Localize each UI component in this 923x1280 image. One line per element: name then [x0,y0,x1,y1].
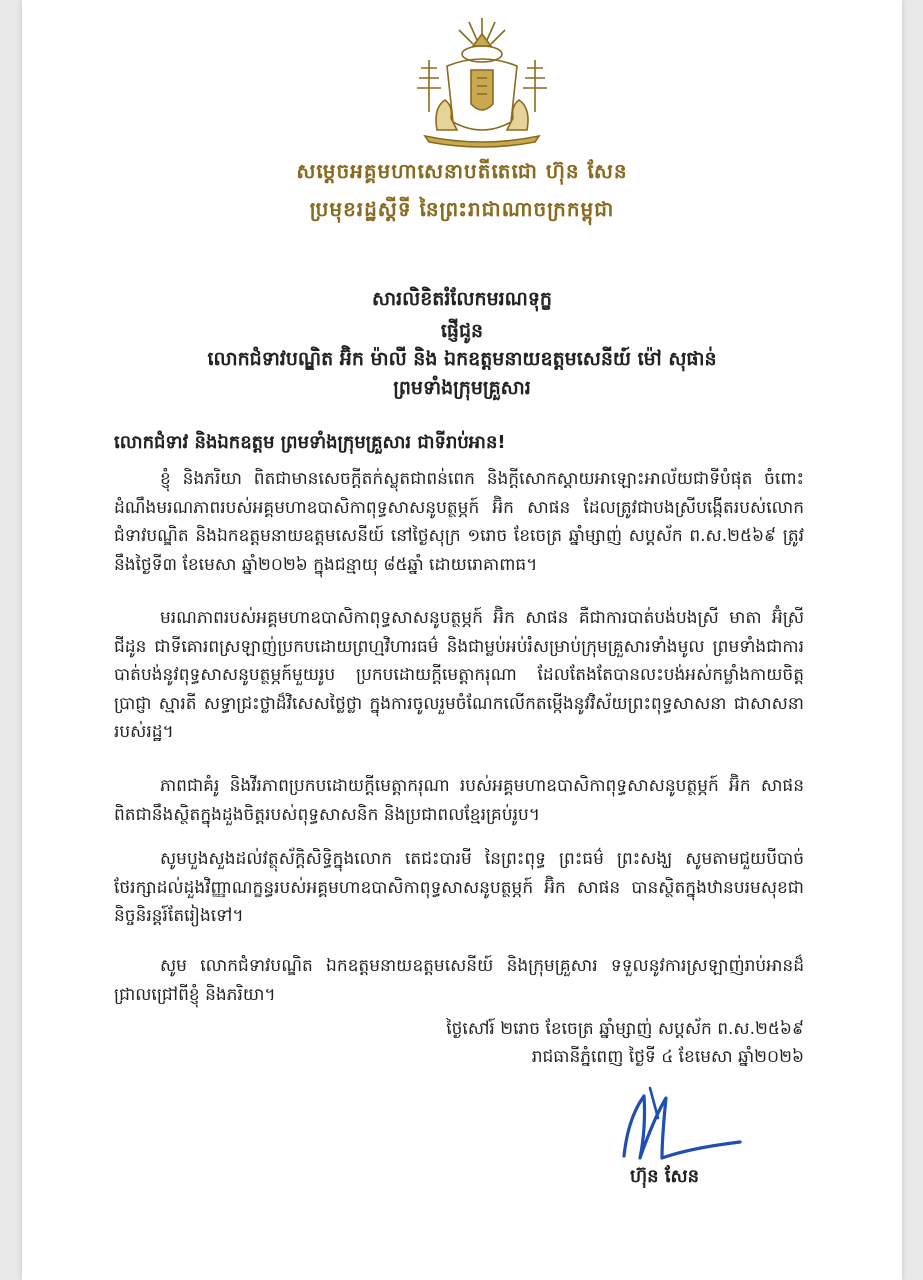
place-and-date: រាជធានីភ្នំពេញ ថ្ងៃទី ៤ ខែមេសា ឆ្នាំ២០២៦ [531,1047,804,1067]
letter-page [22,0,902,1280]
letter-title: សារលិខិតរំលែកមរណទុក្ខ [372,288,552,310]
lunar-date: ថ្ងៃសៅរ៍ ២រោច ខែចេត្រ ឆ្នាំម្សាញ់ សប្តស័ក ព.ស.២៥៦៩ [446,1019,804,1039]
salutation: លោកជំទាវ និងឯកឧត្តម ព្រមទាំងក្រុមគ្រួសារ ជាទីរាប់អាន! [114,432,506,453]
recipient-names: លោកជំទាវបណ្ឌិត អ៊ិក ម៉ាលី និង ឯកឧត្តមនាយឧត្តមសេនីយ៍ ម៉ៅ សុផាន់ [207,348,717,370]
body-paragraph: មរណភាពរបស់អគ្គមហាឧបាសិកាពុទ្ធសាសនូបត្ថម្ភក៍ អ៊ិក សាផន គឺជាការបាត់បង់បងស្រី មាតា អ៊ំស្រី ជីដូន ជាទីគោរពស្រឡាញ់ប្រកបដោយព្រហ្មវិហារធម៌ និងជាម្លប់អប់រំសម្រាប់ក្រុមគ្រួសារទាំងមូល ព្រមទាំងជាការបាត់បង់នូវពុទ្ធសាសនូបត្ថម្ភក៍មួយរូប ប្រកបដោយក្ដីមេត្តាករុណា ដែលតែងតែបានលះបង់អស់កម្លាំងកាយចិត្ត ប្រាជ្ញា ស្មារតី សទ្ធាជ្រះថ្លាដ៏វិសេសថ្លៃថ្លា ក្នុងការចូលរួមចំណែកលើកតម្កើងនូវវិស័យព្រះពុទ្ធសាសនា ជាសាសនារបស់រដ្ឋ។ [114,608,804,742]
body-paragraph: ខ្ញុំ និងភរិយា ពិតជាមានសេចក្ដីតក់ស្លុតជាពន់ពេក និងក្ដីសោកស្ដាយអាឡោះអាល័យជាទីបំផុត ចំពោះដំណឹងមរណភាពរបស់អគ្គមហាឧបាសិកាពុទ្ធសាសនូបត្ថម្ភក៍ អ៊ិក សាផន ដែលត្រូវជាបងស្រីបង្កើតរបស់លោកជំទាវបណ្ឌិត និងឯកឧត្តមនាយឧត្តមសេនីយ៍ នៅថ្ងៃសុក្រ ១រោច ខែចេត្រ ឆ្នាំម្សាញ់ សប្តស័ក ព.ស.២៥៦៩ ត្រូវនឹងថ្ងៃទី៣ ខែមេសា ឆ្នាំ២០២៦ ក្នុងជន្មាយុ ៨៥ឆ្នាំ ដោយរោគាពាធ។ [114,469,804,575]
signer-name: ហ៊ុន សែន [630,1166,700,1187]
royal-coat-of-arms-emblem [407,12,557,150]
body-paragraph: សូម លោកជំទាវបណ្ឌិត ឯកឧត្តមនាយឧត្តមសេនីយ៍ និងក្រុមគ្រួសារ ទទួលនូវការស្រឡាញ់រាប់អានដ៏ជ្រាលជ្រៅពីខ្ញុំ និងភរិយា។ [114,956,804,1005]
sender-title: សម្ដេចអគ្គមហាសេនាបតីតេជោ ហ៊ុន សែន [296,159,628,183]
body-paragraph: សូមបួងសួងដល់វត្ថុស័ក្តិសិទ្ធិក្នុងលោក តេជះបារមី នៃព្រះពុទ្ធ ព្រះធម៌ ព្រះសង្ឃ សូមតាមជួយបីបាច់ថែរក្សាដល់ដួងវិញ្ញាណក្ខន្ធរបស់អគ្គមហាឧបាសិកាពុទ្ធសាសនូបត្ថម្ភក៍ អ៊ិក សាផន បានស្ថិតក្នុងឋានបរមសុខជានិច្ចនិរន្តរ៍តែរៀងទៅ។ [114,849,804,926]
sender-position: ប្រមុខរដ្ឋស្ដីទី នៃព្រះរាជាណាចក្រកម្ពុជា [309,197,615,221]
handwritten-signature [610,1078,750,1168]
body-paragraph: ភាពជាគំរូ និងវីរភាពប្រកបដោយក្ដីមេត្តាករុណា របស់អគ្គមហាឧបាសិកាពុទ្ធសាសនូបត្ថម្ភក៍ អ៊ិក សាផន ពិតជានឹងស្ថិតក្នុងដួងចិត្តរបស់ពុទ្ធសាសនិក និងប្រជាពលខ្មែរគ្រប់រូប។ [114,776,804,825]
recipient-family: ព្រមទាំងក្រុមគ្រួសារ [393,377,531,399]
letter-send-to: ផ្ញើជូន [440,320,484,342]
